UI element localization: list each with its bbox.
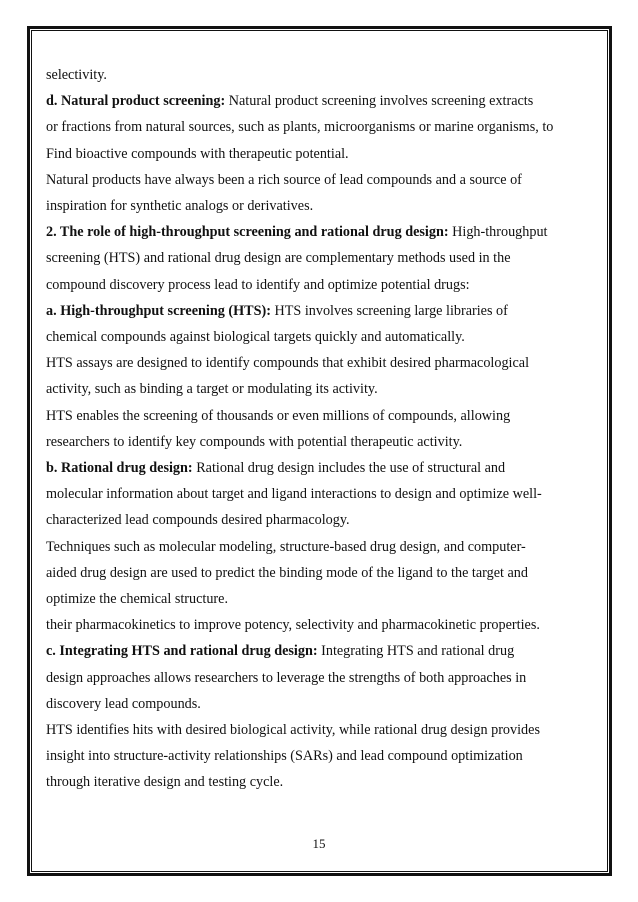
text-line bbox=[46, 481, 594, 507]
text-line bbox=[46, 193, 594, 219]
text-line bbox=[46, 507, 594, 533]
section-heading: 2. The role of high-throughput screening and rational drug design: bbox=[46, 224, 453, 241]
line-text: inspiration for synthetic analogs or derivatives. bbox=[46, 198, 314, 215]
page-number: 15 bbox=[312, 836, 326, 851]
line-text: HTS identifies hits with desired biological activity, while rational drug design provides bbox=[46, 722, 540, 739]
text-line bbox=[46, 743, 594, 769]
text-line bbox=[46, 245, 594, 271]
text-line bbox=[46, 324, 594, 350]
line-text: aided drug design are used to predict the binding mode of the ligand to the target and bbox=[46, 564, 528, 581]
line-text: High-throughput bbox=[452, 224, 548, 241]
line-text: discovery lead compounds. bbox=[46, 695, 201, 712]
text-line bbox=[46, 717, 594, 743]
line-text: Techniques such as molecular modeling, structure-based drug design, and computer- bbox=[46, 538, 526, 555]
line-text: Natural products have always been a rich source of lead compounds and a source of bbox=[46, 171, 522, 188]
text-line bbox=[46, 665, 594, 691]
line-text: Natural product screening involves screening extracts bbox=[228, 93, 534, 110]
text-line bbox=[46, 298, 594, 324]
line-text: selectivity. bbox=[46, 67, 107, 83]
section-heading: a. High-throughput screening (HTS): bbox=[46, 302, 271, 319]
text-line bbox=[46, 612, 594, 638]
section-heading: d. Natural product screening: bbox=[46, 93, 229, 110]
text-line bbox=[46, 114, 594, 140]
line-text: researchers to identify key compounds with potential therapeutic activity. bbox=[46, 433, 463, 450]
line-text: screening (HTS) and rational drug design are complementary methods used in the bbox=[46, 250, 511, 267]
line-text: activity, such as binding a target or modulating its activity. bbox=[46, 381, 378, 398]
text-line bbox=[46, 769, 594, 795]
text-line bbox=[46, 429, 594, 455]
line-text: insight into structure-activity relationships (SARs) and lead compound optimization bbox=[46, 748, 523, 765]
line-text: their pharmacokinetics to improve potency, selectivity and pharmacokinetic properties. bbox=[46, 617, 540, 634]
line-text: chemical compounds against biological targets quickly and automatically. bbox=[46, 329, 465, 346]
line-text: Integrating HTS and rational drug bbox=[317, 643, 515, 660]
text-line bbox=[46, 638, 594, 664]
line-text: or fractions from natural sources, such as plants, microorganisms or marine organisms, to bbox=[46, 119, 554, 136]
text-line bbox=[46, 586, 594, 612]
text-line bbox=[46, 219, 594, 245]
line-text: HTS assays are designed to identify compounds that exhibit desired pharmacological bbox=[46, 355, 530, 372]
line-text: through iterative design and testing cycle. bbox=[46, 774, 284, 791]
line-text: Find bioactive compounds with therapeutic potential. bbox=[46, 145, 349, 162]
line-text: molecular information about target and ligand interactions to design and optimize well- bbox=[46, 486, 542, 503]
text-line bbox=[46, 403, 594, 429]
section-heading: b. Rational drug design: bbox=[46, 460, 193, 477]
text-line bbox=[46, 141, 594, 167]
line-text: HTS involves screening large libraries of bbox=[270, 302, 508, 319]
text-line bbox=[46, 376, 594, 402]
text-line bbox=[46, 62, 594, 88]
line-text: design approaches allows researchers to leverage the strengths of both approaches in bbox=[46, 669, 527, 686]
text-line bbox=[46, 534, 594, 560]
line-text: HTS enables the screening of thousands or even millions of compounds, allowing bbox=[46, 407, 511, 424]
text-line bbox=[46, 455, 594, 481]
text-line bbox=[46, 88, 594, 114]
text-line bbox=[46, 272, 594, 298]
text-line bbox=[46, 350, 594, 376]
text-line bbox=[46, 560, 594, 586]
line-text: compound discovery process lead to identify and optimize potential drugs: bbox=[46, 276, 470, 293]
line-text: Rational drug design includes the use of structural and bbox=[192, 460, 506, 477]
text-line bbox=[46, 167, 594, 193]
line-text: optimize the chemical structure. bbox=[46, 591, 228, 608]
document-body bbox=[46, 62, 594, 796]
section-heading: c. Integrating HTS and rational drug design: bbox=[46, 643, 318, 660]
line-text: characterized lead compounds desired pharmacology. bbox=[46, 512, 350, 529]
text-line bbox=[46, 691, 594, 717]
